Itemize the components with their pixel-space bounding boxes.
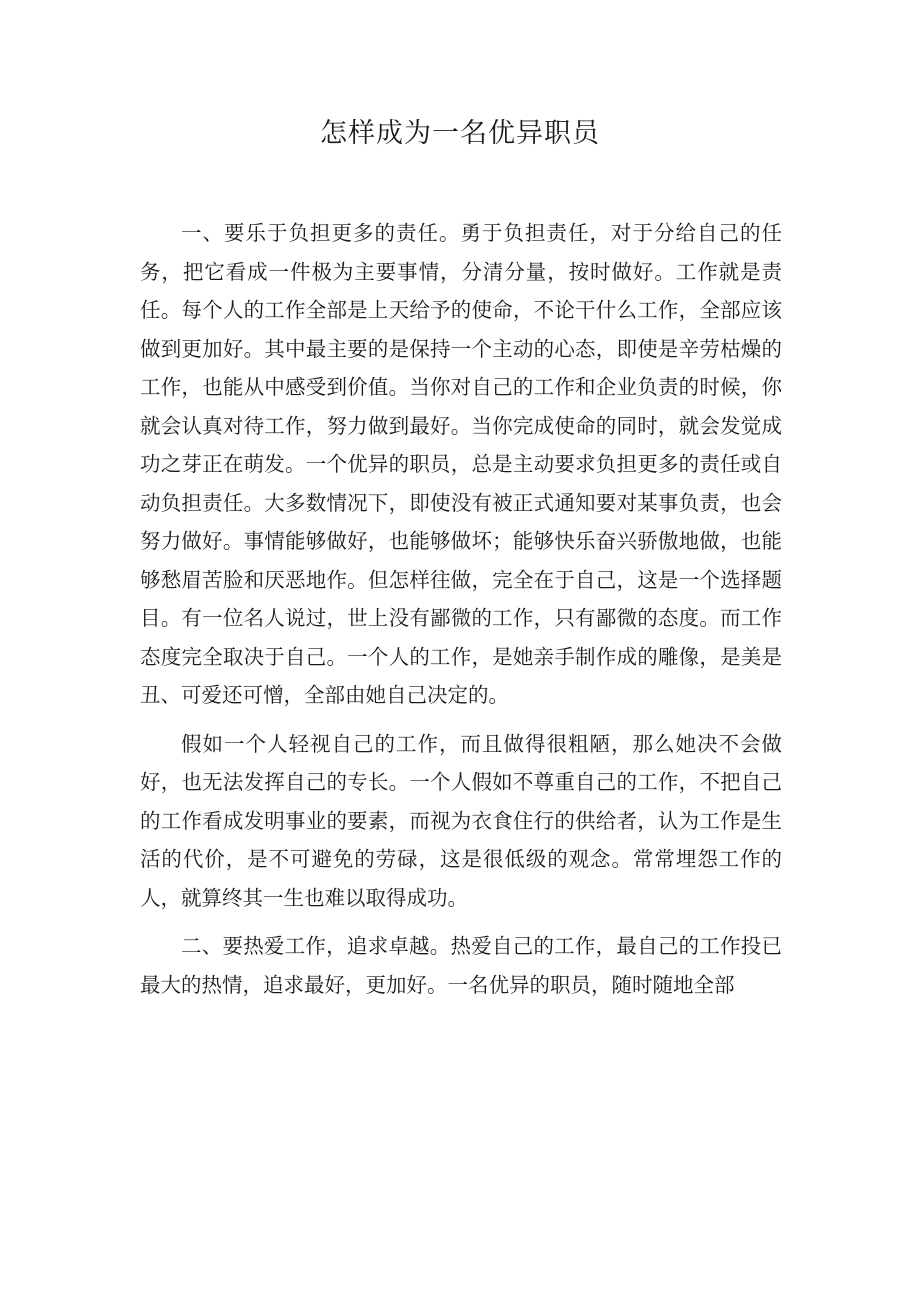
paragraph-passion: 二、要热爱工作，追求卓越。热爱自己的工作，最自己的工作投已最大的热情，追求最好，更加好。一名优异的职员，随时随地全部 <box>140 934 782 997</box>
page-title: 怎样成为一名优异职员 <box>320 118 600 149</box>
document-body <box>140 214 782 1014</box>
paragraph-attitude: 假如一个人轻视自己的工作，而且做得很粗陋，那么她决不会做好，也无法发挥自己的专长。一个人假如不尊重自己的工作，不把自己的工作看成发明事业的要素，而视为衣食住行的供给者，认为工作是生活的代价，是不可避免的劳碌，这是很低级的观念。常常埋怨工作的人，就算终其一生也难以取得成功。 <box>140 731 782 910</box>
paragraph-responsibility: 一、要乐于负担更多的责任。勇于负担责任，对于分给自己的任务，把它看成一件极为主要事情，分清分量，按时做好。工作就是责任。每个人的工作全部是上天给予的使命，不论干什么工作，全部应该做到更加好。其中最主要的是保持一个主动的心态，即使是辛劳枯燥的工作，也能从中感受到价值。当你对自己的工作和企业负责的时候，你就会认真对待工作，努力做到最好。当你完成使命的同时，就会发觉成功之芽正在萌发。一个优异的职员，总是主动要求负担更多的责任或自动负担责任。大多数情况下，即使没有被正式通知要对某事负责，也会努力做好。事情能够做好，也能够做坏；能够快乐奋兴骄傲地做，也能够愁眉苦脸和厌恶地作。但怎样往做，完全在于自己，这是一个选择题目。有一位名人说过，世上没有鄙微的工作，只有鄙微的态度。而工作态度完全取决于自己。一个人的工作，是她亲手制作成的雕像，是美是丑、可爱还可憎，全部由她自己决定的。 <box>140 221 782 707</box>
